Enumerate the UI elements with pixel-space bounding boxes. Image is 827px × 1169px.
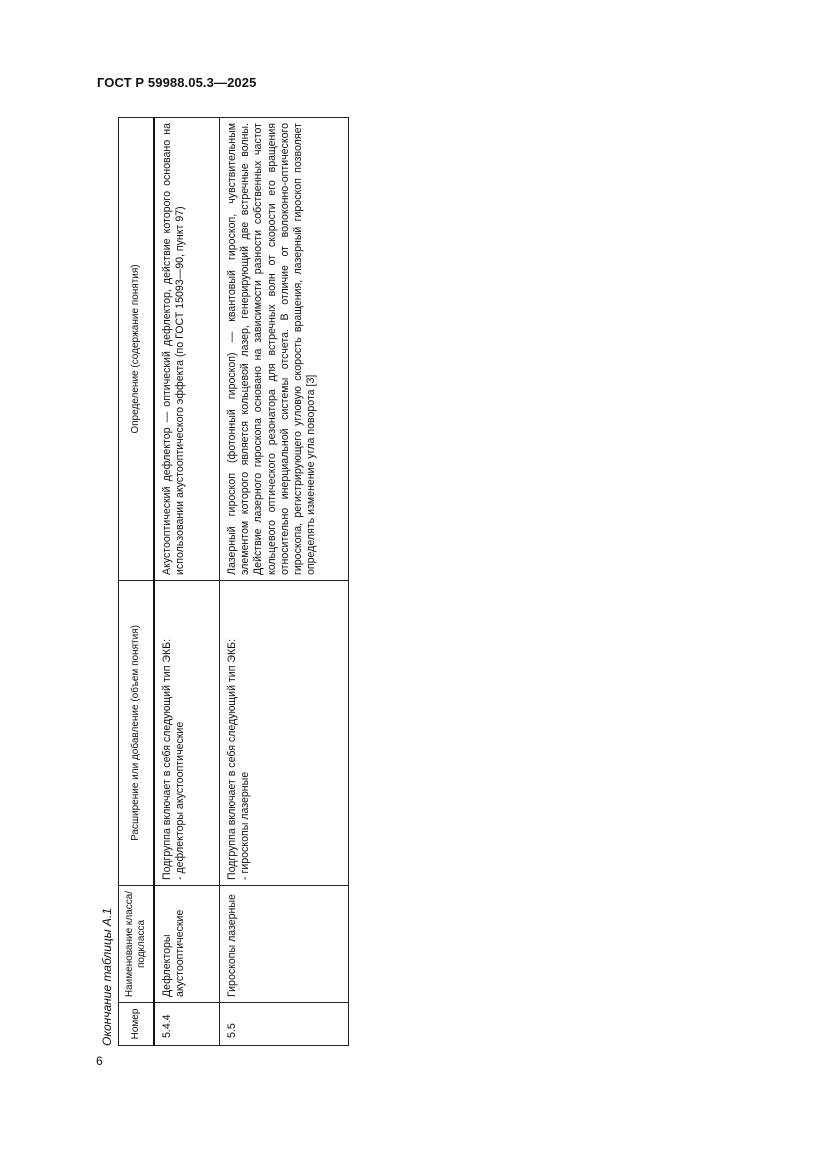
- row-class-name: Дефлекторы акустооптические: [154, 886, 220, 1003]
- row-definition: Акустооптический дефлектор — оптический дефлектор, действие которого основано на использовании акустооптического эффекта (по ГОСТ 15093—90, пункт 97): [154, 118, 220, 581]
- column-header-name: Наименование класса/подкласса: [119, 886, 155, 1003]
- page-number: 6: [96, 1054, 103, 1068]
- row-definition: Лазерный гироскоп (фотонный гироскоп) — квантовый гироскоп, чувствительным элементом которого является кольцевой лазер, генерирующий две встречные волны. Действие лазерного гироскопа основано на зависимости разности собственных частот кольцевого оптического резонатора для встречных волн от скорости его вращения относительно инерциальной системы отсчета. В отличие от волоконно-оптического гироскопа, регистрирующего угловую скорость вращения, лазерный гироскоп позволяет определять изменение угла поворота [3]: [220, 118, 349, 581]
- row-class-name: Гироскопы лазерные: [220, 886, 349, 1003]
- table-row: [154, 118, 220, 1046]
- row-number: 5.5: [220, 1003, 349, 1046]
- row-extension: [154, 581, 220, 886]
- row-extension: [220, 581, 349, 886]
- terms-table: [118, 117, 349, 1046]
- row-extension-intro: Подгруппа включает в себя следующий тип ЭКБ:: [161, 638, 173, 880]
- column-header-extension: Расширение или добавление (объем понятия): [119, 581, 155, 886]
- rotated-table-block: [96, 118, 324, 1046]
- table-caption: Окончание таблицы А.1: [100, 908, 114, 1046]
- row-number: 5.4.4: [154, 1003, 220, 1046]
- row-extension-item: - дефлекторы акустооптические: [174, 721, 187, 880]
- row-extension-item: - гироскопы лазерные: [239, 771, 252, 880]
- document-code: ГОСТ Р 59988.05.3—2025: [97, 75, 257, 90]
- column-header-number: Номер: [119, 1003, 155, 1046]
- column-header-definition: Определение (содержание понятия): [119, 118, 155, 581]
- row-extension-intro: Подгруппа включает в себя следующий тип ЭКБ:: [226, 638, 238, 880]
- table-header-row: [119, 118, 155, 1046]
- table-row: [220, 118, 349, 1046]
